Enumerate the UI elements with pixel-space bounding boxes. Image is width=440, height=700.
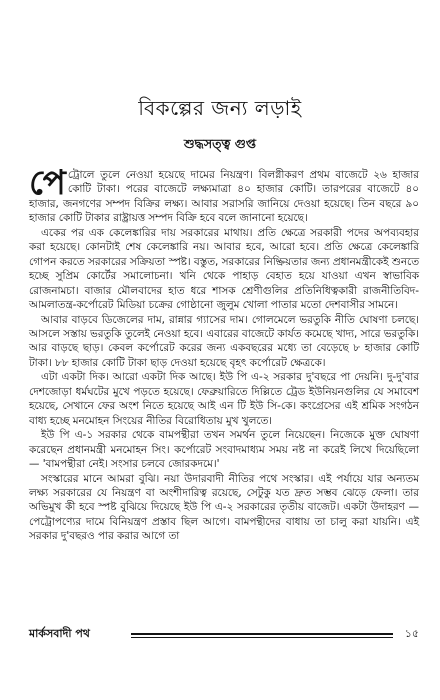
drop-cap: পে — [29, 163, 66, 203]
article-author: শুদ্ধসত্ত্ব গুপ্ত — [183, 136, 257, 151]
article-body — [29, 163, 419, 544]
paragraph-2: একের পর এক কেলেঙ্কারির দায় সরকারের মাথায়। প্রতি ক্ষেত্রে সরকারী পদের অপব্যবহার করা হয়েছে। কোনটাই শেষ কেলেঙ্কারি নয়। আবার হবে, আরো হবে। প্রতি ক্ষেত্রে কেলেঙ্কারি গোপন করতে সরকারের সক্রিয়তা স্পষ্ট। বস্তুত, সরকারের নিষ্ক্রিয়তার জন্য প্রধানমন্ত্রীকেই শুনতে হচ্ছে সুপ্রিম কোর্টের সমালোচনা। খনি থেকে পাহাড় বেহাত হয়ে যাওয়া এখন স্বাভাবিক রোজনামচা। বাজার মৌলবাদের হাত ধরে শাসক শ্রেণীগুলির প্রতিনিধিত্বকারী রাজনীতিবিদ-আমলাতন্ত্র-কর্পোরেট মিডিয়া চক্রের গোষ্ঠানো জুলুম খোলা পাতার মতো দেশবাসীর সামনে। — [29, 226, 419, 312]
footer-rule-thin — [131, 637, 393, 638]
article-title: বিকল্পের জন্য লড়াই — [138, 96, 302, 120]
footer-rule — [131, 633, 393, 635]
page-number: ১৫ — [404, 627, 419, 640]
paragraph-3: আবার বাড়বে ডিজেলের দাম, রান্নার গ্যাসের দাম। গোলমেলে ভরতুকি নীতি ঘোষণা চলছে। আসলে সস্তায় ভরতুকি তুলেই নেওয়া হবে। এবারের বাজেটে কার্যত কমেছে খাদ্য, সারে ভরতুকি। আর বাড়ছে ছাড়। কেবল কর্পোরেট করের জন্য একবছরের মধ্যে তা বেড়েছে ৮ হাজার কোটি টাকা। ৮৮ হাজার কোটি টাকা ছাড় দেওয়া হয়েছে বৃহৎ কর্পোরেট ক্ষেত্রকে। — [29, 313, 419, 369]
page-footer — [29, 626, 419, 644]
magazine-name: মার্কসবাদী পথ — [29, 627, 90, 640]
paragraph-1: পেট্রোলে তুলে নেওয়া হয়েছে দামের নিয়ন্ত্রণ। বিলগ্নীকরণ প্রথম বাজেটে ২৬ হাজার কোটি টাকা। পরের বাজেটে লক্ষ্যমাত্রা ৪০ হাজার কোটি। তারপরের বাজেটে ৪০ হাজার, জনগণের সম্পদ বিক্রির লক্ষ্য। আবার সরাসরি জানিয়ে দেওয়া হয়েছে। তিন বছরে ৯০ হাজার কোটি টাকার রাষ্ট্রায়ত্ত সম্পদ বিক্রি হবে বলে জানানো হয়েছে। — [29, 163, 419, 225]
paragraph-4: এটা একটা দিক। আরো একটা দিক আছে। ইউ পি এ-২ সরকার দু'বছরে পা দেয়নি। দু-দু'বার দেশজোড়া ধর্মঘটের মুখে পড়তে হয়েছে। ফেব্রুয়ারিতে দিল্লিতে ট্রেড ইউনিয়নগুলির যে সমাবেশ হয়েছে, সেখানে ফের অংশ নিতে হয়েছে আই এন টি ইউ সি-কে। কংগ্রেসের এই শ্রমিক সংগঠন বাধ্য হচ্ছে মনমোহন সিংয়ের নীতির বিরোধিতায় মুখ খুলতে। — [29, 371, 419, 427]
paragraph-6: সংস্কারের মানে আমরা বুঝি। নয়া উদারবাদী নীতির পথে সংস্কার। এই পর্যায়ে যার অন্যতম লক্ষ্য সরকারের যে নিয়ন্ত্রণ বা অংশীদারিত্ব রয়েছে, সেটুকু যত দ্রুত সম্ভব ঝেড়ে ফেলা। তার অভিমুখ কী হবে স্পষ্ট বুঝিয়ে দিয়েছে ইউ পি এ-২ সরকারের তৃতীয় বাজেট। একটা উদাহরণ — পেট্রোপণ্যের দামে বিনিয়ন্ত্রণ প্রস্তাব ছিল আগে। বামপন্থীদের বাধায় তা চালু করা যায়নি। এই সরকার দু'বছরও পার করার আগে তা — [29, 472, 419, 543]
paragraph-5: ইউ পি এ-১ সরকার থেকে বামপন্থীরা তখন সমর্থন তুলে নিয়েছেন। নিজেকে মুক্ত ঘোষণা করেছেন প্রধানমন্ত্রী মনমোহন সিং। কর্পোরেট সংবাদমাধ্যম সময় নষ্ট না করেই লিখে দিয়েছিলো — 'বামপন্থীরা নেই। সংসার চলবে জোরকদমে।' — [29, 429, 419, 471]
